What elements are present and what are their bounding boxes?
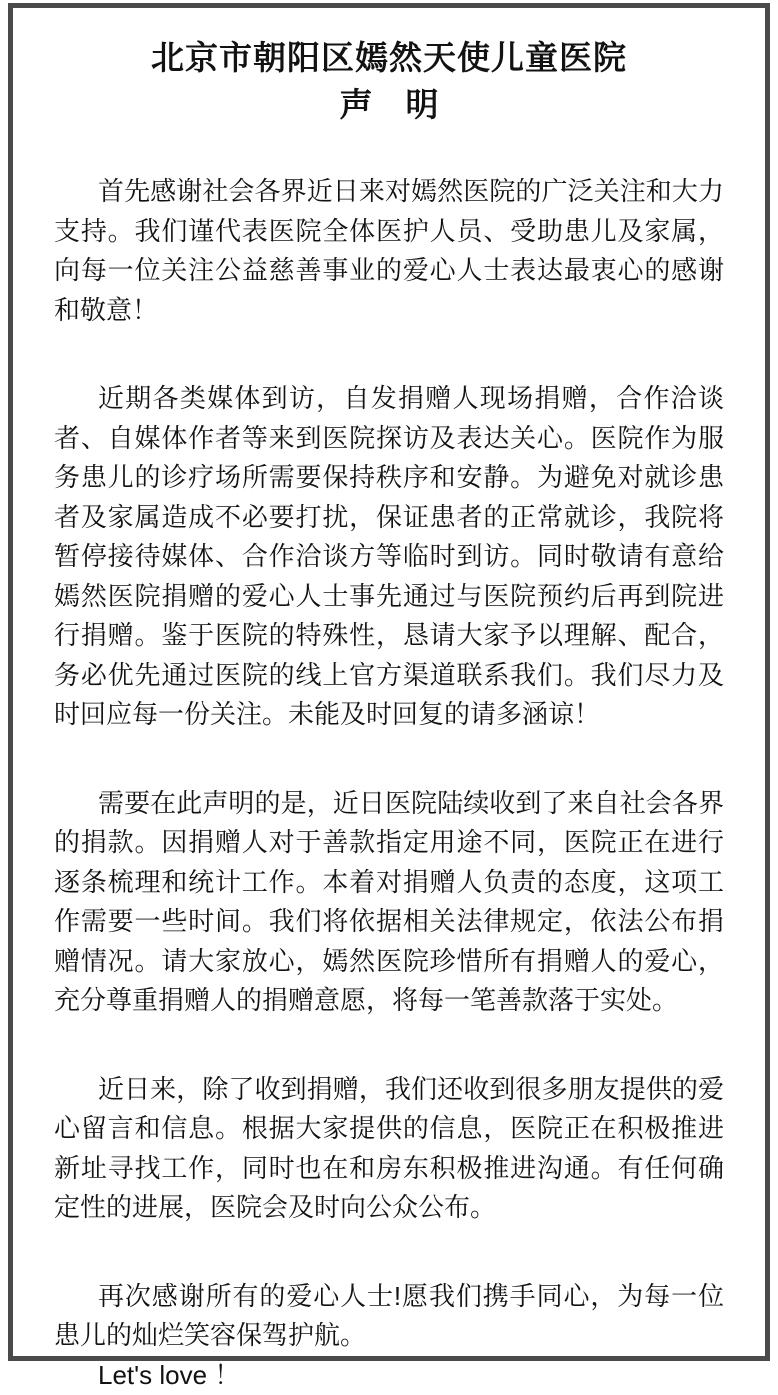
document-title: 北京市朝阳区嫣然天使儿童医院 bbox=[54, 34, 724, 81]
statement-document-frame bbox=[8, 3, 770, 1361]
paragraph-relocation-progress: 近日来，除了收到捐赠，我们还收到很多朋友提供的爱心留言和信息。根据大家提供的信息，医院正在积极推进新址寻找工作，同时也在和房东积极推进沟通。有任何确定性的进展，医院会及时向公众公布。 bbox=[54, 1070, 724, 1228]
paragraph-thanks: 首先感谢社会各界近日来对嫣然医院的广泛关注和大力支持。我们谨代表医院全体医护人员、受助患儿及家属，向每一位关注公益慈善事业的爱心人士表达最衷心的感谢和敬意！ bbox=[54, 172, 724, 330]
closing-line: Let's love ！ bbox=[54, 1356, 724, 1395]
paragraph-donations-accounting: 需要在此声明的是，近日医院陆续收到了来自社会各界的捐款。因捐赠人对于善款指定用途不同，医院正在进行逐条梳理和统计工作。本着对捐赠人负责的态度，这项工作需要一些时间。我们将依据相关法律规定，依法公布捐赠情况。请大家放心，嫣然医院珍惜所有捐赠人的爱心，充分尊重捐赠人的捐赠意愿，将每一笔善款落于实处。 bbox=[54, 784, 724, 1021]
paragraph-visits-suspended: 近期各类媒体到访，自发捐赠人现场捐赠，合作洽谈者、自媒体作者等来到医院探访及表达关心。医院作为服务患儿的诊疗场所需要保持秩序和安静。为避免对就诊患者及家属造成不必要打扰，保证患者的正常就诊，我院将暂停接待媒体、合作洽谈方等临时到访。同时敬请有意给嫣然医院捐赠的爱心人士事先通过与医院预约后再到院进行捐赠。鉴于医院的特殊性，恳请大家予以理解、配合，务必优先通过医院的线上官方渠道联系我们。我们尽力及时回应每一份关注。未能及时回复的请多涵谅！ bbox=[54, 379, 724, 735]
document-subtitle: 声 明 bbox=[54, 81, 724, 128]
paragraph-final-thanks: 再次感谢所有的爱心人士!愿我们携手同心，为每一位患儿的灿烂笑容保驾护航。 bbox=[54, 1277, 724, 1356]
